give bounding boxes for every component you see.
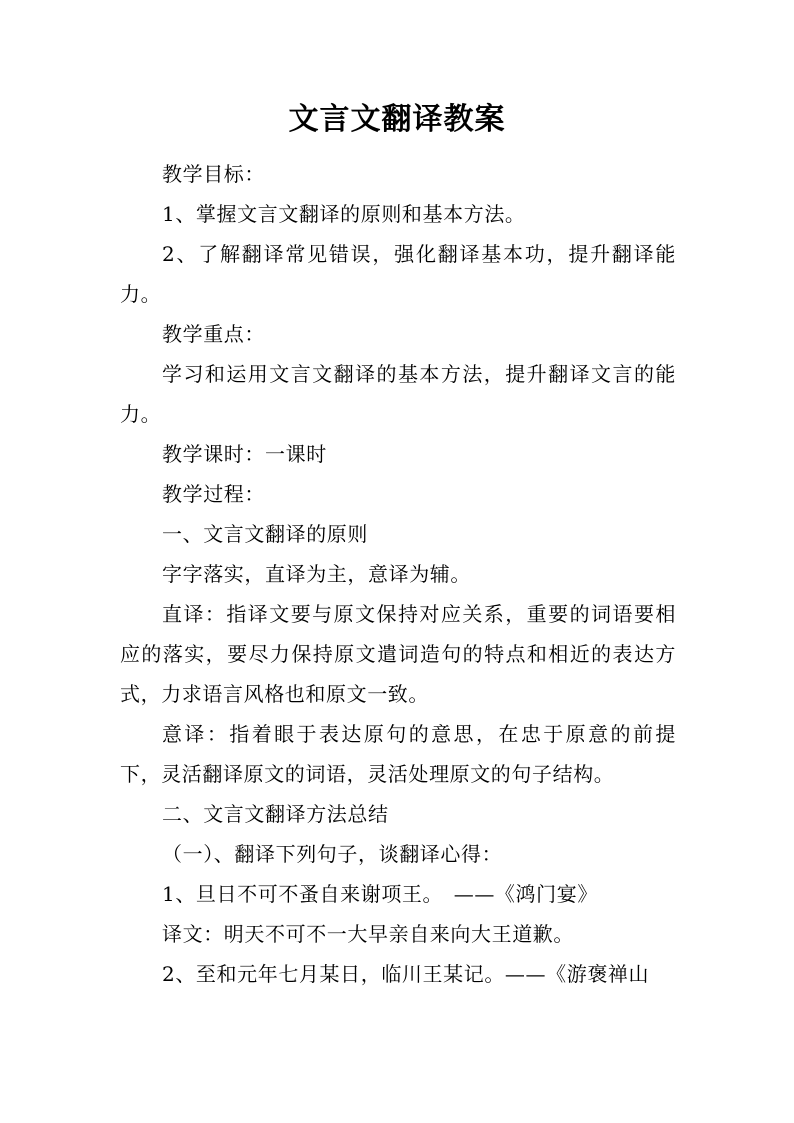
objective-item: 1、掌握文言文翻译的原则和基本方法。 xyxy=(162,202,526,226)
exercise-heading: （一）、翻译下列句子，谈翻译心得： xyxy=(162,842,503,866)
free-translation-paragraph: 意译：指着眼于表达原句的意思，在忠于原意的前提下，灵活翻译原文的词语，灵活处理原文的句子结构。 xyxy=(120,722,676,786)
class-hours-line: 教学课时：一课时 xyxy=(162,442,327,466)
focus-paragraph: 学习和运用文言文翻译的基本方法，提升翻译文言的能力。 xyxy=(120,362,676,426)
document-title: 文言文翻译教案 xyxy=(288,102,506,137)
section-heading-objectives: 教学目标： xyxy=(162,162,265,186)
exercise-translation: 译文：明天不可不一大早亲自来向大王道歉。 xyxy=(162,922,574,946)
exercise-sentence: 1、旦日不可不蚤自来谢项王。 ——《鸿门宴》 xyxy=(162,882,598,906)
document-body xyxy=(120,154,676,994)
literal-translation-paragraph: 直译：指译文要与原文保持对应关系，重要的词语要相应的落实，要尽力保持原文遣词造句的特点和相近的表达方式，力求语言风格也和原文一致。 xyxy=(120,602,676,706)
exercise-sentence: 2、至和元年七月某日，临川王某记。——《游褒禅山 xyxy=(162,962,650,986)
subheading-methods: 二、文言文翻译方法总结 xyxy=(162,802,389,826)
objective-item: 2、了解翻译常见错误，强化翻译基本功，提升翻译能力。 xyxy=(120,242,676,306)
principle-summary: 字字落实，直译为主，意译为辅。 xyxy=(162,562,471,586)
subheading-principles: 一、文言文翻译的原则 xyxy=(162,522,368,546)
section-heading-process: 教学过程： xyxy=(162,482,265,506)
section-heading-focus: 教学重点： xyxy=(162,322,265,346)
